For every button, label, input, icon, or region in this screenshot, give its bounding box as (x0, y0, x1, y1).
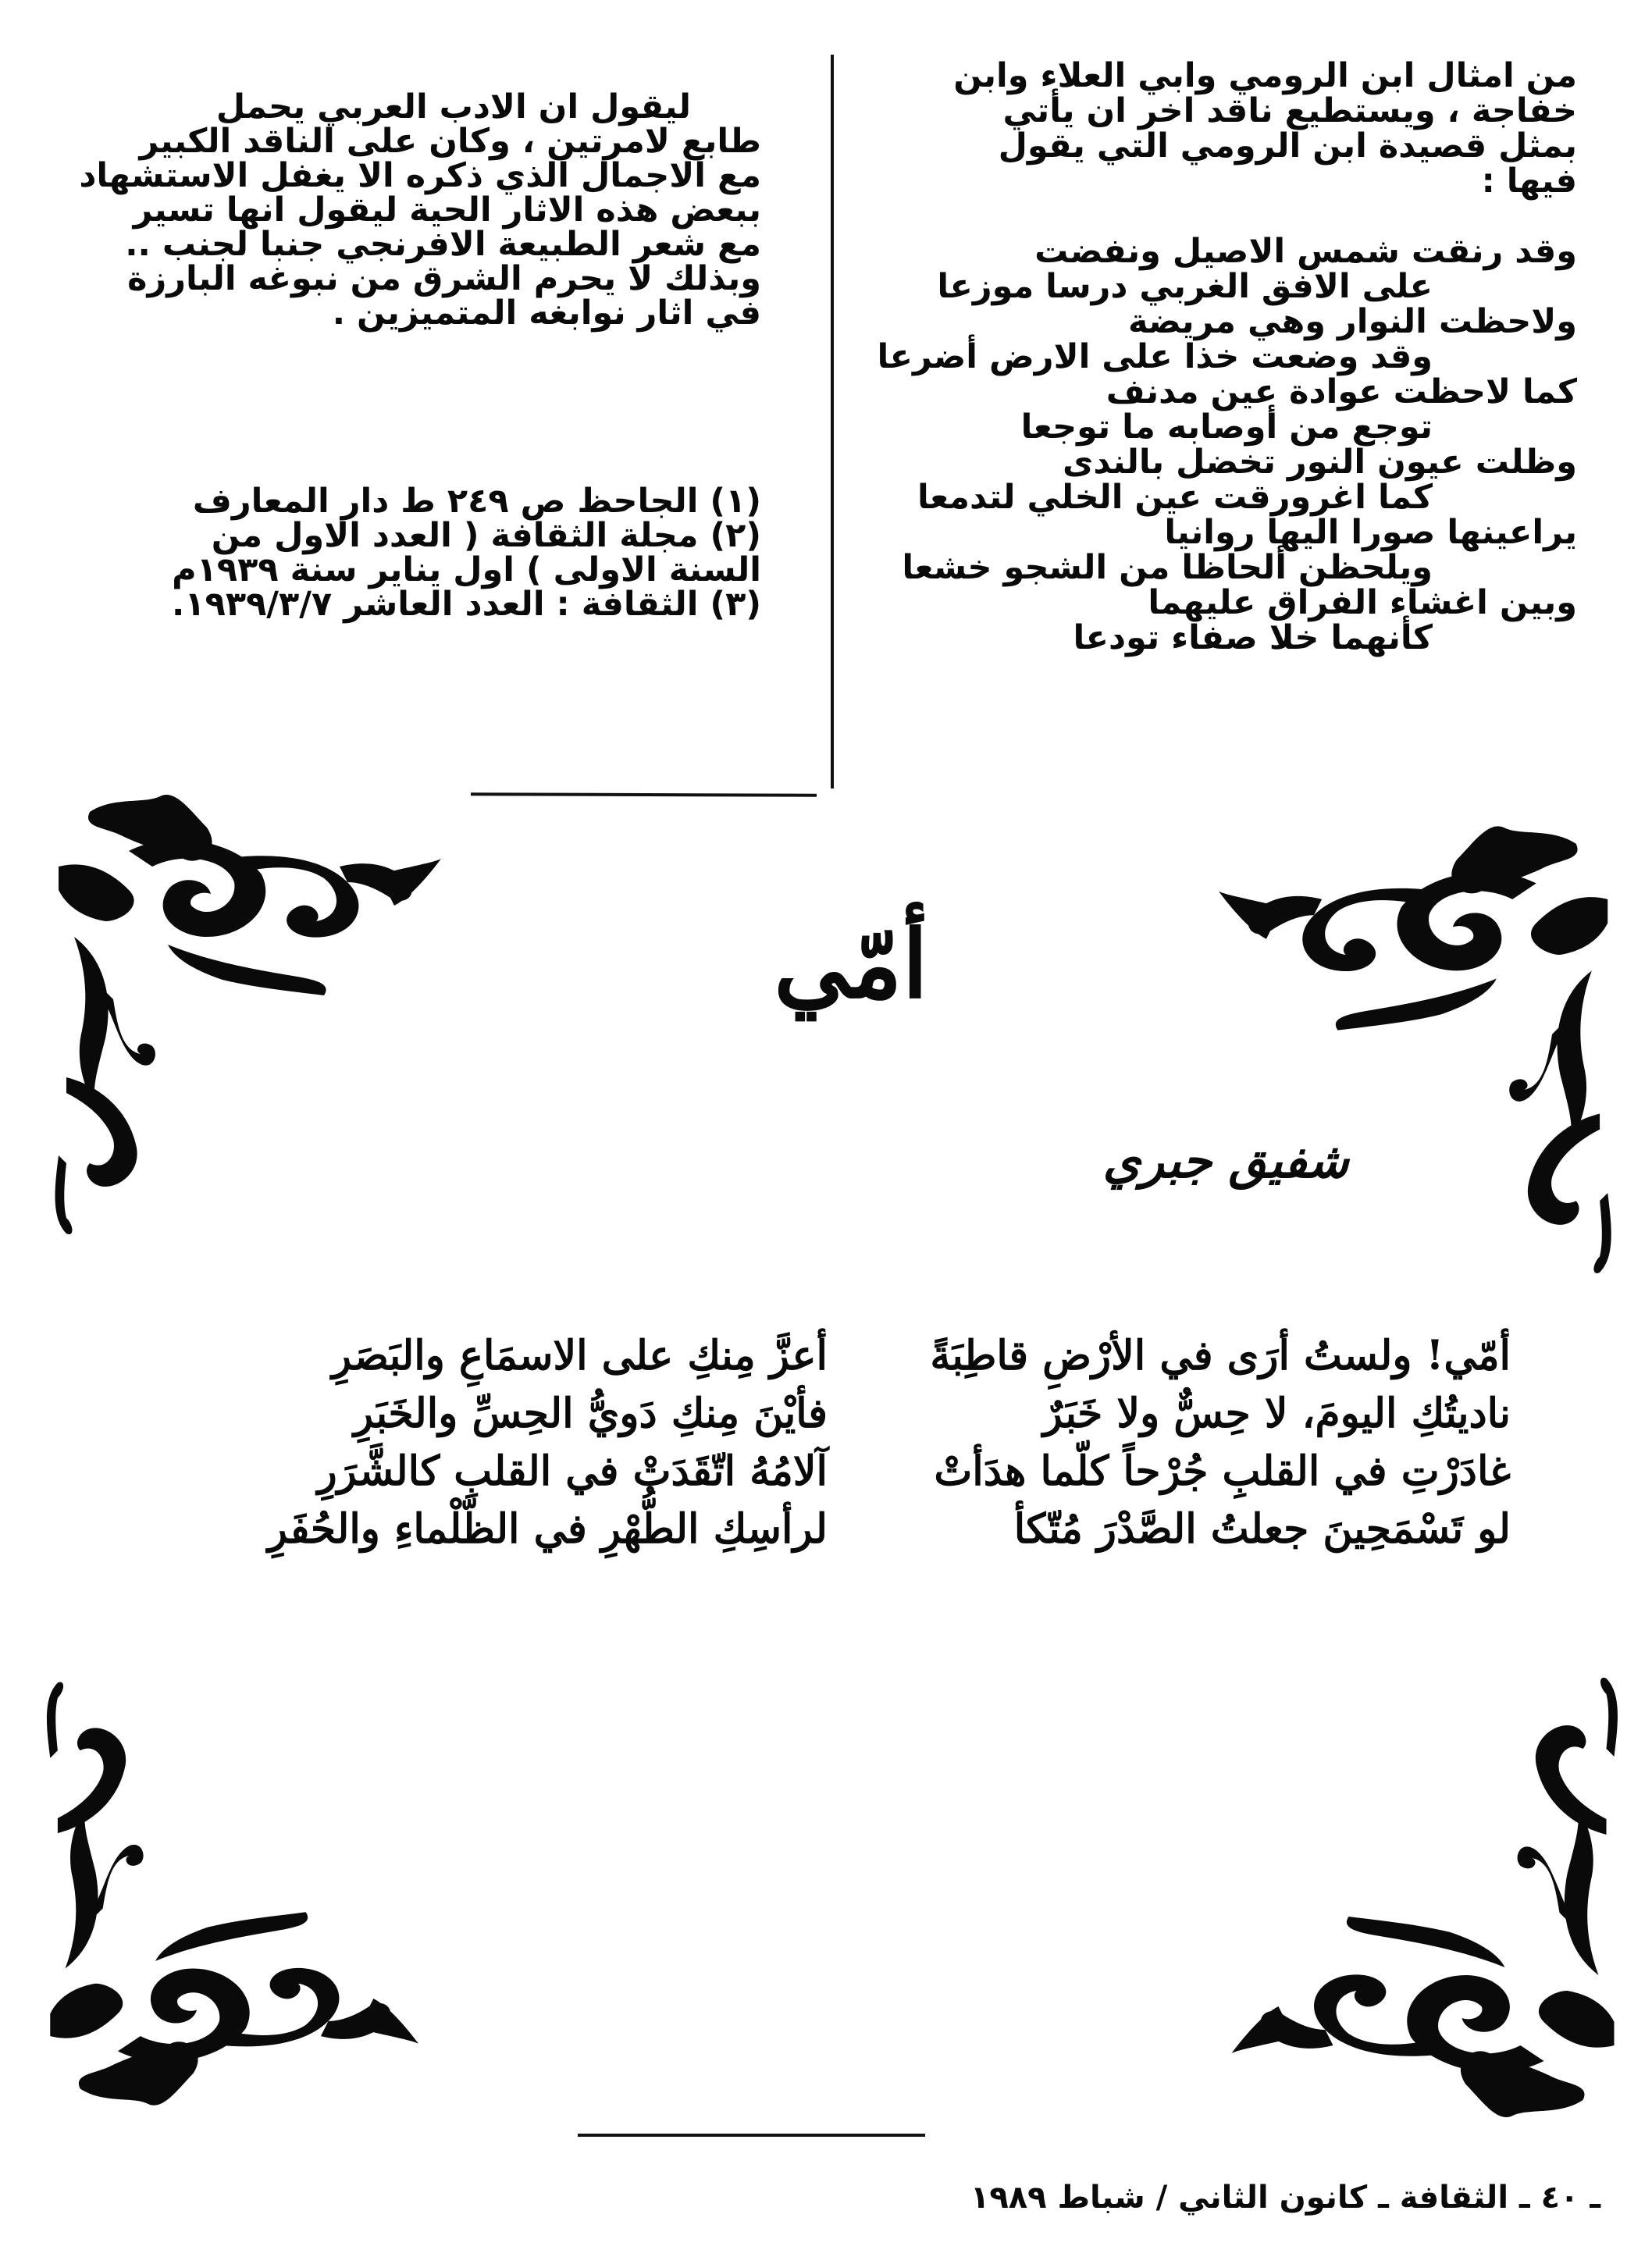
body-line: طابع لامرتين ، وكان على الناقد الكبير (139, 122, 761, 161)
poem-hemistich: أعزَّ مِنكِ على الاسمَاعِ والبَصَرِ (331, 1332, 828, 1379)
quoted-verse-line: ويلحظن ألحاظا من الشجو خشعا (902, 548, 1433, 587)
intro-line: بمثل قصيدة ابن الرومي التي يقول (998, 126, 1577, 166)
floral-ornament-bottom-left-icon (35, 1667, 441, 2127)
poem-hemistich: فأيْنَ مِنكِ دَويُّ الحِسِّ والخَبَرِ (353, 1390, 828, 1437)
quoted-verse-line: وقد وضعت خذا على الارض أضرعا (877, 337, 1433, 376)
quoted-verse-line: كما لاحظت عوادة عين مدنف (1105, 372, 1577, 411)
floral-ornament-bottom-right-icon (1206, 1671, 1632, 2131)
quoted-verse-line: وبين اغشاء الفراق عليهما (1148, 583, 1577, 622)
poem-author: شفيق جبري (1102, 1132, 1349, 1189)
poem-hemistich: أمّي! ولستُ أرَى في الأرْضِ قاطِبَةً (930, 1332, 1511, 1379)
page-footer: ـ ٤٠ ـ الثقافة ـ كانون الثاني / شباط ١٩٨٩ (970, 2180, 1600, 2216)
section-divider (471, 792, 817, 797)
poem-hemistich: غادَرْتِ في القلبِ جُرْحاً كلّما هدَأتْ (934, 1447, 1511, 1495)
footer-divider (578, 2134, 925, 2137)
quoted-verse-line: على الافق الغربي درسا موزعا (937, 267, 1433, 306)
footnotes (55, 482, 761, 624)
poem-title: أمّي (774, 910, 928, 1020)
body-line: في اثار نوابغه المتميزين . (332, 294, 761, 333)
right-text-column (877, 56, 1577, 657)
poem-right-hemistichs (863, 1327, 1511, 1558)
body-line: ببعض هذه الاثار الحية ليقول انها تسير (133, 190, 761, 230)
floral-ornament-top-right-icon (1191, 812, 1628, 1280)
floral-ornament-top-left-icon (43, 781, 465, 1241)
footnote: (٣) الثقافة : العدد العاشر ١٩٣٩/٣/٧. (171, 585, 761, 624)
quoted-verse-line: وقد رنقت شمس الاصيل ونفضت (1034, 232, 1577, 271)
poem-hemistich: ناديتُكِ اليومَ، لا حِسٌّ ولا خَبَرٌ (1042, 1390, 1511, 1437)
poem-hemistich: آلامُهُ اتّقَدَتْ في القلبِ كالشَّرَرِ (317, 1447, 828, 1495)
intro-line: فيها : (1481, 162, 1577, 201)
quoted-verse-line: كما اغرورقت عين الخلي لتدمعا (917, 478, 1433, 517)
quoted-verse-line: وظلت عيون النور تخضل بالندى (1062, 443, 1577, 482)
poem-hemistich: لرأسِكِ الطُّهْرِ في الظّلْماءِ والحُفَرِ (267, 1505, 828, 1553)
left-text-column (55, 87, 761, 333)
poem-hemistich: لو تَسْمَحِينَ جعلتُ الصَّدْرَ مُتّكأ (1013, 1505, 1511, 1553)
footnote: (١) الجاحظ ص ٢٤٩ ط دار المعارف (192, 482, 761, 521)
poem-left-hemistichs (211, 1327, 828, 1558)
intro-line: من امثال ابن الرومي وابي العلاء وابن (953, 56, 1577, 95)
body-line: وبذلك لا يحرم الشرق من نبوغه البارزة (127, 259, 761, 298)
body-line: مع شعر الطبيعة الافرنجي جنبا لجنب .. (125, 225, 761, 264)
footnote: السنة الاولى ) اول يناير سنة ١٩٣٩م (172, 550, 761, 589)
intro-line: خفاجة ، ويستطيع ناقد اخر ان يأتي (1002, 91, 1577, 130)
body-line: ليقول ان الادب العربي يحمل (215, 87, 691, 126)
quoted-verse-line: يراعينها صورا اليها روانيا (1164, 513, 1577, 552)
footnote: (٢) مجلة الثقافة ( العدد الاول من (211, 516, 761, 555)
quoted-verse-line: ولاحظت النوار وهي مريضة (1128, 302, 1577, 341)
quoted-verse-line: توجع من أوصابه ما توجعا (1020, 408, 1433, 447)
column-divider (831, 55, 834, 788)
body-line: مع الاجمال الذي ذكره الا يغفل الاستشهاد (79, 156, 761, 195)
quoted-verse-line: كأنهما خلا صفاء تودعا (1073, 618, 1433, 657)
